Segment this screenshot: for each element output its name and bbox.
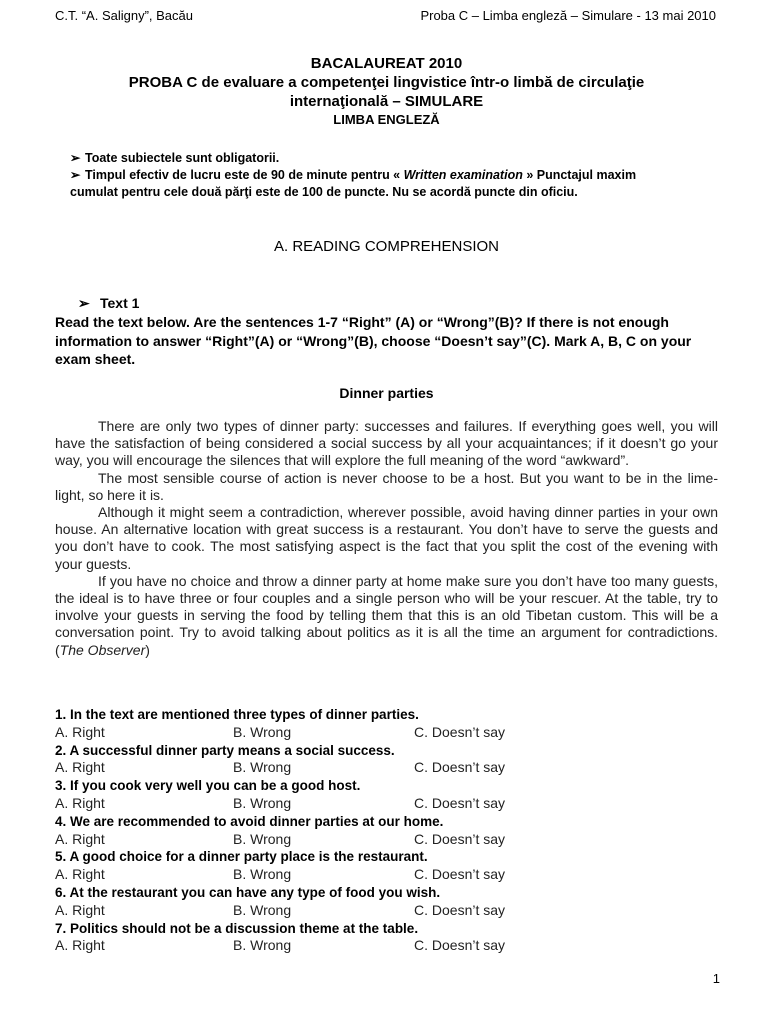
passage-paragraph: There are only two types of dinner party: successes and failures. If everything goes well, you will have the satisfaction of being considered a social success by all your acquaintances; if it doesn’t go your way, you will encourage the silences that will explore the full meaning of the word “awkward”. [55, 418, 718, 469]
rule-text-emphasis: Written examination [403, 168, 523, 182]
option-b: B. Wrong [233, 759, 292, 776]
answer-options-3 [55, 795, 718, 813]
question-7: 7. Politics should not be a discussion theme at the table. [55, 920, 419, 936]
answer-options-7 [55, 937, 718, 955]
question-2: 2. A successful dinner party means a social success. [55, 742, 395, 758]
questions-list [55, 706, 718, 955]
option-a: A. Right [55, 794, 105, 811]
option-c: C. Doesn’t say [414, 937, 506, 954]
text-label [78, 295, 139, 312]
option-c: C. Doesn’t say [414, 901, 506, 918]
answer-options-6 [55, 902, 718, 920]
rule-text [85, 167, 636, 184]
passage [55, 418, 718, 659]
passage-paragraph [55, 573, 718, 659]
title-block [55, 54, 718, 128]
passage-title: Dinner parties [339, 385, 434, 401]
answer-options-5 [55, 866, 718, 884]
question-4: 4. We are recommended to avoid dinner parties at our home. [55, 813, 444, 829]
rule-text-part: Timpul efectiv de lucru este de 90 de minute pentru « [85, 168, 404, 182]
page-number: 1 [712, 971, 720, 986]
passage-paragraph: The most sensible course of action is never choose to be a host. But you want to be in the lime-light, so here it is. [55, 469, 718, 503]
subject-title: LIMBA ENGLEZĂ [333, 112, 440, 127]
rule-continuation: cumulat pentru cele două părţi este de 100 de puncte. Nu se acordă puncte din oficiu. [70, 185, 578, 199]
arrow-bullet-icon: ➢ [70, 168, 81, 182]
question-6: 6. At the restaurant you can have any type of food you wish. [55, 884, 441, 900]
rule-item [55, 167, 718, 184]
rule-text: Toate subiectele sunt obligatorii. [85, 151, 280, 165]
option-c: C. Doesn’t say [414, 759, 506, 776]
option-b: B. Wrong [233, 830, 292, 847]
question-1: 1. In the text are mentioned three types of dinner parties. [55, 707, 419, 722]
question-5: 5. A good choice for a dinner party place is the restaurant. [55, 849, 428, 865]
option-a: A. Right [55, 866, 105, 883]
answer-options-4 [55, 831, 718, 849]
passage-paragraph: Although it might seem a contradiction, wherever possible, avoid having dinner parties in your own house. An alternative location with great success is a restaurant. You don’t have to serve the guests and you don’t have to cook. The most satisfying aspect is the fact that you split the cost of the evening with your guests. [55, 504, 718, 572]
option-c: C. Doesn’t say [414, 723, 506, 740]
rule-item [55, 150, 718, 167]
option-b: B. Wrong [233, 866, 292, 883]
option-a: A. Right [55, 723, 105, 740]
option-a: A. Right [55, 830, 105, 847]
option-a: A. Right [55, 759, 105, 776]
option-b: B. Wrong [233, 901, 292, 918]
rules-list [55, 150, 718, 201]
option-c: C. Doesn’t say [414, 830, 506, 847]
header-right: Proba C – Limba engleză – Simulare - 13 mai 2010 [420, 8, 716, 23]
arrow-bullet-icon: ➢ [78, 295, 90, 311]
text-label-value: Text 1 [100, 295, 140, 311]
section-title: A. READING COMPREHENSION [273, 238, 500, 255]
option-b: B. Wrong [233, 937, 292, 954]
option-c: C. Doesn’t say [414, 866, 506, 883]
header-left: C.T. “A. Saligny”, Bacău [55, 8, 193, 23]
exam-subtitle: PROBA C de evaluare a competenţei lingvistice într-o limbă de circulaţie [128, 74, 645, 91]
answer-options-1 [55, 724, 718, 742]
question-3: 3. If you cook very well you can be a good host. [55, 778, 361, 794]
passage-text: ) [145, 641, 150, 658]
instructions: Read the text below. Are the sentences 1-7 “Right” (A) or “Wrong”(B)? If there is not enough information to answer “Right”(A) or “Wrong”(B), choose “Doesn’t say”(C). Mark A, B, C on your exam sheet. [55, 314, 692, 367]
exam-title: BACALAUREAT 2010 [310, 55, 463, 72]
passage-text: If you have no choice and throw a dinner party at home make sure you don’t have too many guests, the ideal is to have three or four couples and a single person who will be your rescuer. At the table, try to involve your guests in serving the food by telling them that this is an old Tibetan custom. This will be a conversation point. Try to avoid talking about politics as it is all the time an argument for contradictions. ( [55, 572, 718, 658]
option-b: B. Wrong [233, 723, 292, 740]
answer-options-2 [55, 759, 718, 777]
option-c: C. Doesn’t say [414, 794, 506, 811]
option-a: A. Right [55, 937, 105, 954]
option-b: B. Wrong [233, 794, 292, 811]
exam-subtitle-cont: internaţională – SIMULARE [289, 93, 484, 110]
passage-source: The Observer [59, 641, 146, 658]
rule-text-part: » Punctajul maxim [522, 168, 637, 182]
option-a: A. Right [55, 901, 105, 918]
arrow-bullet-icon: ➢ [70, 151, 81, 165]
